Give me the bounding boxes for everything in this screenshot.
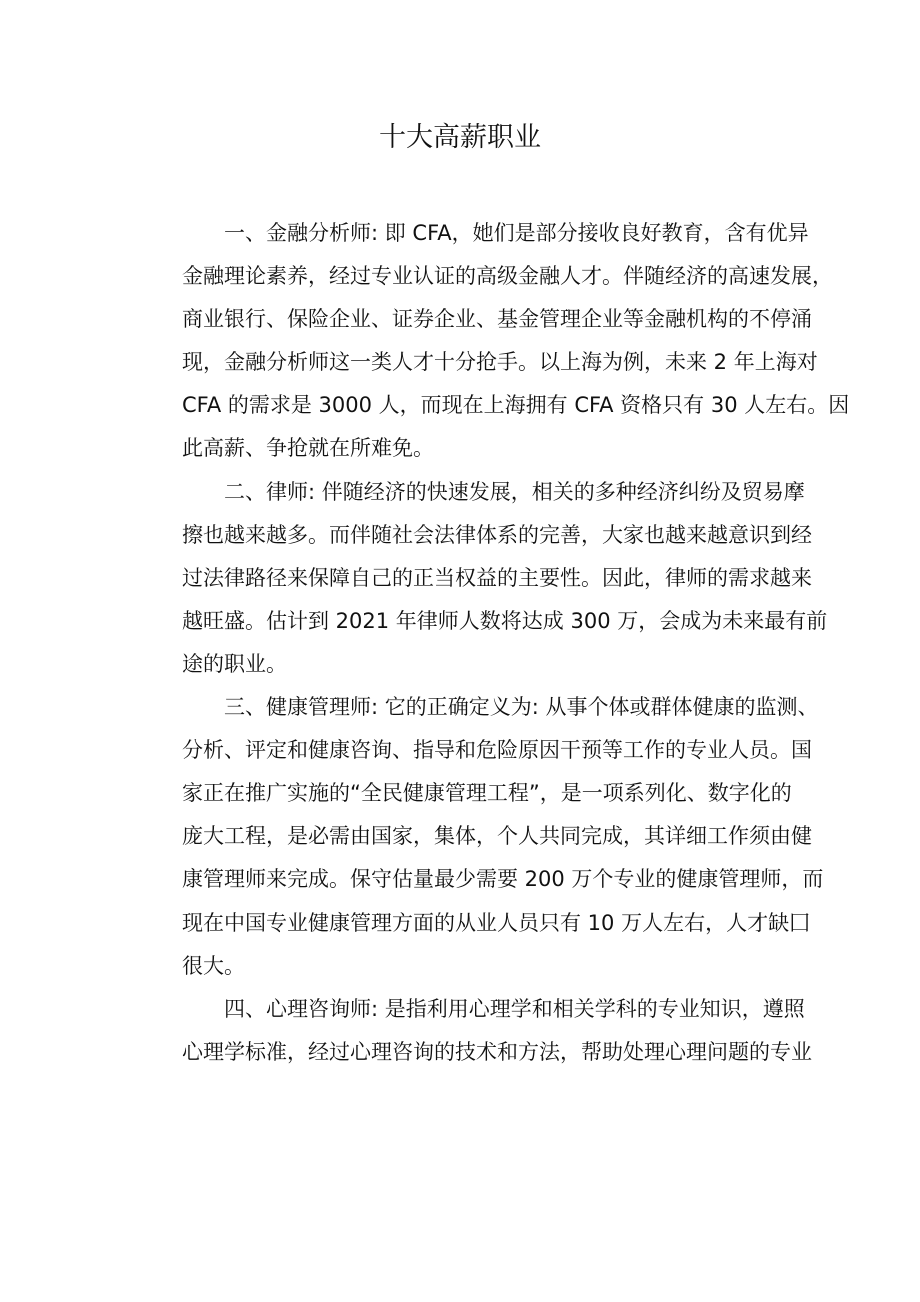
paragraph-financial-analyst: [140, 212, 850, 471]
text-line: 商业银行、保险企业、证券企业、基金管理企业等金融机构的不停涌: [182, 307, 812, 332]
text-line: 心理学标准，经过心理咨询的技术和方法，帮助处理心理问题的专业: [182, 1039, 812, 1064]
paragraph-health-manager: [140, 686, 824, 988]
text-line: 庞大工程，是必需由国家，集体，个人共同完成，其详细工作须由健: [182, 824, 812, 849]
document-body: [140, 212, 850, 1074]
text-line: 很大。: [182, 953, 245, 978]
text-line: 此高薪、争抢就在所难免。: [182, 436, 434, 461]
text-line: CFA 的需求是 3000 人，而现在上海拥有 CFA 资格只有 30 人左右。因: [182, 393, 850, 418]
text-line: 四、心理咨询师: 是指利用心理学和相关学科的专业知识，遵照: [224, 996, 805, 1021]
text-line: 越旺盛。估计到 2021 年律师人数将达成 300 万，会成为未来最有前: [182, 608, 828, 633]
text-line: 过法律路径来保障自己的正当权益的主要性。因此，律师的需求越来: [182, 565, 812, 590]
text-line: 擦也越来越多。而伴随社会法律体系的完善，大家也越来越意识到经: [182, 522, 812, 547]
text-line: 金融理论素养，经过专业认证的高级金融人才。伴随经济的高速发展，: [182, 264, 833, 289]
document-title: 十大高薪职业: [379, 122, 541, 153]
text-line: 现在中国专业健康管理方面的从业人员只有 10 万人左右，人才缺囗: [182, 910, 811, 935]
paragraph-psychological-counselor: [140, 988, 812, 1074]
text-line: 现，金融分析师这一类人才十分抢手。以上海为例，未来 2 年上海对: [182, 350, 818, 375]
text-line: 分析、评定和健康咨询、指导和危险原因干预等工作的专业人员。国: [182, 738, 812, 763]
text-line: 途的职业。: [182, 651, 287, 676]
text-line: 二、律师: 伴随经济的快速发展，相关的多种经济纠纷及贸易摩: [224, 479, 805, 504]
text-line: 家正在推广实施的“全民健康管理工程”，是一项系列化、数字化的: [182, 781, 792, 806]
text-line: 一、金融分析师: 即 CFA，她们是部分接收良好教育，含有优异: [224, 221, 809, 245]
text-line: 三、健康管理师: 它的正确定义为: 从事个体或群体健康的监测、: [224, 695, 819, 720]
text-line: 康管理师来完成。保守估量最少需要 200 万个专业的健康管理师，而: [182, 867, 824, 892]
paragraph-lawyer: [140, 471, 828, 686]
